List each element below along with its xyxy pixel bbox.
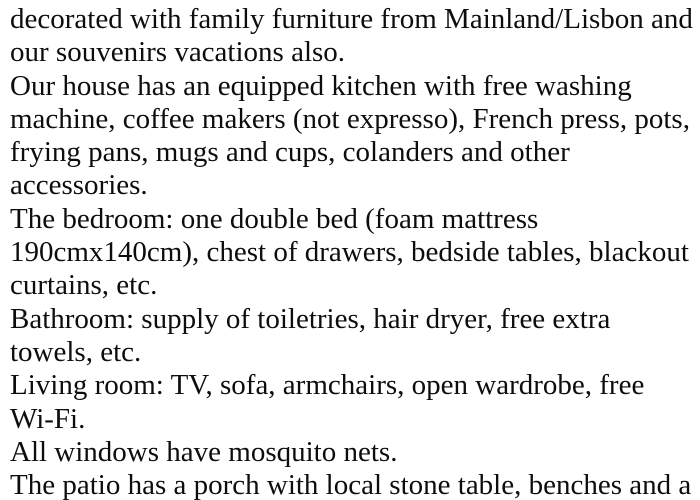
- text-line: 190cmx140cm), chest of drawers, bedside tables, blackout: [10, 236, 689, 269]
- text-line: Our house has an equipped kitchen with free washing: [10, 69, 632, 102]
- text-line: machine, coffee makers (not expresso), French press, pots,: [10, 102, 690, 135]
- text-line: curtains, etc.: [10, 269, 158, 302]
- text-line: Living room: TV, sofa, armchairs, open wardrobe, free: [10, 369, 645, 402]
- text-line: frying pans, mugs and cups, colanders and other: [10, 136, 570, 169]
- text-line: The bedroom: one double bed (foam mattress: [10, 202, 539, 235]
- text-line: decorated with family furniture from Mainland/Lisbon and: [10, 3, 693, 35]
- text-line: our souvenirs vacations also.: [10, 36, 346, 69]
- text-line: Bathroom: supply of toiletries, hair dryer, free extra: [10, 302, 611, 335]
- text-line: Wi-Fi.: [10, 402, 86, 435]
- listing-description: [10, 3, 694, 500]
- text-line: towels, etc.: [10, 335, 142, 368]
- text-line: accessories.: [10, 169, 148, 202]
- text-line: All windows have mosquito nets.: [10, 435, 398, 468]
- text-line: The patio has a porch with local stone table, benches and a: [10, 469, 692, 500]
